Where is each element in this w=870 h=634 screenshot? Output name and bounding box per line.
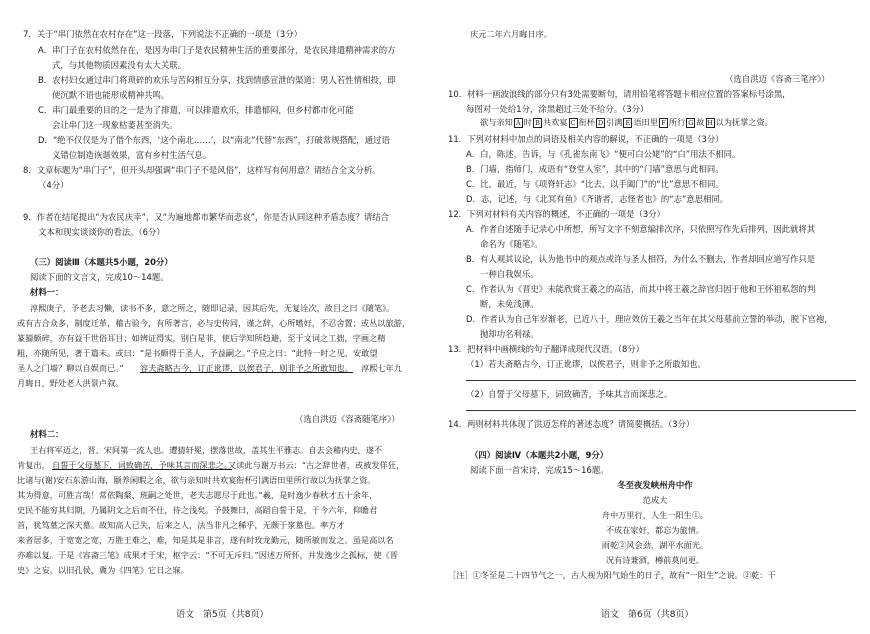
text-line: 7．关于“串门依然在农村存在”这一段落，下列说法不正确的一项是（3分） — [23, 29, 302, 39]
q10-fragment: 语田里 — [633, 117, 658, 127]
text-line: 材料一： — [30, 287, 64, 297]
q10-fragment: 以为抚掌之资。 — [715, 117, 773, 127]
text-line: D．志，记述，与《北冥有鱼》《齐谐者，志怪者也》的“志”意思相同。 — [466, 194, 729, 204]
text-line: 冬至夜发峡州舟中作 — [617, 480, 693, 490]
text-line: A．串门子在农村依然存在，是因为串门子是农民精神生活的重要部分，是农民排遣精神需求的方 — [38, 45, 396, 55]
text-line: 史民不能穷其归期，乃属阴文之后而不仕，待之浅矣。予鼓舞曰，高蹈自誓于是，于今六年，仰瞻君 — [17, 505, 378, 515]
text-line: 舟中万里行，人生一阳生①。 — [601, 510, 709, 520]
text-line: 又读此与谢万书云：“古之辞世者，或被发佯狂， — [228, 460, 405, 470]
q10-fragment: 所行 — [668, 117, 686, 127]
answer-box[interactable]: A — [514, 118, 523, 128]
text-line: 篆籀颇碎，亦有益于世俗耳目；如辨证得实，别白是非，使后学知所趋避，至于文词之工拙，字画之精 — [17, 333, 386, 343]
text-line: 10．材料一画波浪线的部分只有3处需要断句，请用铅笔将答题卡相应位置的答案标号涂黑， — [448, 89, 791, 99]
text-line: 命名为《随笔》。 — [480, 239, 543, 249]
text-line: 14．两则材料共体现了洪迈怎样的著述态度？请简要概括。（3分） — [448, 419, 695, 429]
text-line: 自誓于父母墓下，词致确苦，予味其言而深悲之。 — [52, 460, 233, 470]
text-line: 来者居多，于宽宽之宽，万胜王难之，难，知是其是非言，遂有时玫龙勤元，随所敏而发之。虽是高以名 — [17, 535, 394, 545]
text-line: （4分） — [38, 180, 69, 190]
text-line: 亦难以复。于是《容斋三笔》成果才于宋，枢字云：“不可无斥归。”因述万所怀，并发逸少之孤标，使《晋 — [17, 550, 398, 560]
text-line: 比诸与(谢)安石东游山海，颐养闲暇之余，欲与亲知时共欢宴衔杯引满语田里所行故以为抚掌之资。 — [17, 475, 376, 485]
text-line: 断，未免浅薄。 — [480, 299, 539, 309]
text-line: 12．下列对材料有关内容的概述，不正确的一项是（3分） — [448, 209, 665, 219]
text-line: 使沉默不语也能形成精神共鸣。 — [52, 90, 170, 100]
q10-fragment: 引满 — [605, 117, 623, 127]
q10-sentence — [480, 116, 773, 128]
text-line: 9．作者在结尾提出“为农民庆幸”，又“为遍地都市繁华而悲哀”，你是否认同这种矛盾态度？请结合 — [23, 212, 390, 222]
text-line: A．作者自述随手记录心中所想，所写文字不刻意编排次序，只依照写作先后排列，因此就将其 — [466, 224, 816, 234]
text-line: （1）若夫斋略古今，订正讹谬，以俟君子，则非予之所敢知也。 — [466, 359, 706, 369]
answer-box[interactable]: E — [623, 118, 632, 128]
text-line: B．门墙，指师门，成语有“登堂入室”，其中的“门墙”意思与此相同。 — [466, 164, 724, 174]
q10-fragment: 时 — [523, 117, 532, 127]
q10-fragment: 衔杯 — [578, 117, 595, 127]
answer-box[interactable]: G — [688, 119, 694, 127]
text-line: C．作者认为《晋史》未能欣赏王羲之的高洁，而其中将王羲之辞官归因于他和王怀祖私怨的判 — [466, 284, 816, 294]
text-line: 文本和现实谈谈你的看法。（6分） — [38, 227, 165, 237]
text-line: D．作者认为自己年岁渐老，已近八十，理应效仿王羲之当年在其父母墓前立誓的举动，脱下官袍， — [466, 314, 833, 324]
text-line: （三）阅读Ⅲ（本题共5小题，20分） — [30, 257, 173, 267]
text-line: 一种自我娱乐。 — [480, 269, 539, 279]
text-line: 史》之妄，以旧孔侯，冀为《四笔》它日之寐。 — [17, 565, 189, 575]
text-line: 圣人之门墙？聊以自娱而已。” — [17, 363, 124, 373]
answer-line-1 — [466, 380, 856, 381]
text-line: 13．把材料中画横线的句子翻译成现代汉语。（8分） — [448, 344, 645, 354]
footer-page-6: 语文 第6页（共8页） — [601, 610, 694, 620]
text-line: 阅读下面的文言文，完成10～14题。 — [30, 272, 169, 282]
text-line: 11．下列对材料中加点的词语及相关内容的解说，不正确的一项是（3分） — [448, 134, 724, 144]
text-line: A．白，陈述，告诉，与《孔雀东南飞》“便可白公姥”的“白”用法不相同。 — [466, 149, 741, 159]
text-line: ［注］①冬至是二十四节气之一，古人视为阳气始生的日子，故有“一阳生”之说。②乾：干 — [448, 570, 776, 580]
text-line: 庆元二年六月晦日序。 — [470, 29, 552, 39]
text-line: 粗，亦随所见，著于篇末。或曰：“是书颇得于圣人，予益嗣之。”予应之曰：“此特一时之见，安敢望 — [17, 348, 378, 358]
text-line: B．农村妇女通过串门将琐碎的欢乐与苦闷相互分享，找到情感宣泄的渠道：男人若性情相投，即 — [38, 75, 396, 85]
text-line: 会让串门这一现象枯萎甚至消失。 — [52, 120, 178, 130]
text-line: 阅读下面一首宋诗，完成15～16题。 — [470, 465, 609, 475]
text-line: 每图对一处给1分，涂黑超过三处不给分。（3分） — [466, 104, 649, 114]
answer-box[interactable]: D — [597, 119, 604, 127]
text-line: 或有吉合众多，制度迁革，稽古验今，有所著言，必与史传同，谨之辞，心所嗜好，不忍舍置；或丛以旅游， — [17, 318, 411, 328]
text-line: C．串门最重要的目的之一是为了排遣，可以排遣欢乐，排遣郁闷，但乡村都市化可能 — [38, 105, 354, 115]
text-line: 义错位制造诙谐效果，富有乡村生活气息。 — [52, 150, 212, 160]
text-line: （四）阅读Ⅳ（本题共2小题，9分） — [470, 450, 609, 460]
text-line: 其为得意，可胜言哉！常依陶粲、班嗣之处世，老夫志愿尽于此也。”羲，是时逸少春秋才五十余年， — [17, 490, 378, 500]
text-line: 8．文章标题为“串门子”，但开头却强调“串门子不是风俗”，这样写有何用意？请结合全文分析。 — [23, 165, 381, 175]
answer-box[interactable]: H — [707, 119, 713, 127]
text-line: 式，与其他物质因素没有太大关联。 — [52, 60, 186, 70]
answer-box[interactable]: C — [569, 118, 578, 128]
text-line: 淳熙庚子，予老去习懒，读书不多，意之所之，随即记录，因其后先，无复诠次，故目之曰《随笔》。 — [30, 303, 395, 313]
text-line: 肯复出， — [17, 460, 50, 470]
text-line: 况有诗兼酒，樽前莫问更。 — [605, 555, 705, 565]
text-line: 淳熙七年九 — [361, 363, 402, 373]
text-line: 不成在家好，都忘为旅情。 — [605, 525, 705, 535]
text-line: 抛却功名利禄。 — [480, 329, 539, 339]
q10-fragment: 共欢宴 — [542, 117, 568, 127]
footer-page-5: 语文 第5页（共8页） — [176, 610, 269, 620]
text-line: 王右将军迈之，晋、宋间第一流人也。遭猜轩冕，摆落世故，盖其生平雅志。自去会稽内史，遂不 — [30, 445, 383, 455]
text-line: D．“绝不仅仅是为了借个东西，‘这个南北……’，以“南北”代替“东西”，打破常规搭配，通过语 — [38, 135, 390, 145]
text-line: B．有人观其议论，认为他书中的观点或许与圣人相符，为什么不删去，作者却回应道写作只是 — [466, 254, 816, 264]
text-line: （2）自誓于父母墓下，词致确苦，予味其言而深悲之。 — [466, 389, 673, 399]
q10-fragment: 故 — [696, 117, 705, 127]
text-line: 雨乾②风会劲，湖平水面光。 — [601, 540, 709, 550]
text-line: （选自洪迈《容斋三笔序》） — [725, 74, 830, 84]
text-line: 首，犹笃墓之深天墓。故知高人已失，后来之人，法当非凡之稀乎，无颇于浆墓也。率方才 — [17, 520, 345, 530]
text-line: C．比，最近，与《项脊轩志》“比去，以手阖门”的“比”意思不相同。 — [466, 179, 724, 189]
text-line: 月晦日，野处老人洪景卢叙。 — [17, 378, 124, 388]
answer-box[interactable]: B — [533, 118, 542, 128]
q10-box-group — [513, 117, 773, 127]
text-line: 范成大 — [642, 495, 668, 505]
answer-box[interactable]: F — [659, 118, 668, 128]
text-line: 材料二： — [30, 429, 64, 439]
text-line: （选自洪迈《容斋随笔序》） — [295, 414, 400, 424]
text-line: 容夫斋略古今，订正讹谬，以俟君子，则非予之所敢知也。 — [140, 363, 353, 373]
q10-prefix: 欲与亲知 — [480, 117, 513, 127]
answer-line-2 — [466, 410, 856, 411]
